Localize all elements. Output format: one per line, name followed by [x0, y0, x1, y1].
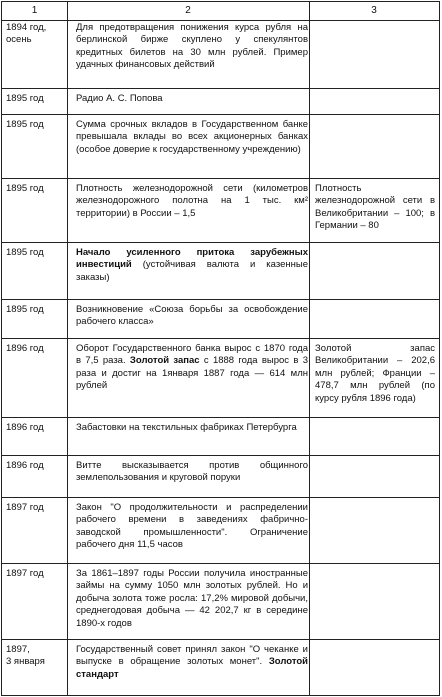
- row-divider: [2, 338, 439, 339]
- event-text: За 1861–1897 годы России получила иностранные займы на сумму 1050 млн золотых рублей. Но и добыча золота тоже росла: 17,2% мировой добычи, среднегодовая добыча — 42 202,7 кг в середине 1890-х годов: [76, 568, 308, 629]
- row-divider: [2, 497, 439, 498]
- date-cell: 1895 год: [6, 119, 44, 130]
- header-col-2: 2: [185, 5, 191, 16]
- event-cell: [76, 183, 308, 220]
- event-text: Забастовки на текстильных фабриках Петербурга: [76, 422, 297, 433]
- event-cell: [76, 568, 308, 630]
- event-cell: [76, 93, 308, 105]
- event-text: Плотность железнодорожной сети (километров железнодорожного полотна на 1 тыс. км² территории) в России – 1,5: [76, 183, 308, 219]
- event-text: Радио А. С. Попова: [76, 93, 163, 104]
- event-text: Закон "О продолжительности и распределении рабочего времени в заведениях фабрично-заводской промышленности". Ограничение рабочего дня 11,5 часов: [76, 502, 308, 551]
- event-cell: [76, 460, 308, 485]
- event-cell: [76, 343, 308, 393]
- date-cell: 1896 год: [6, 422, 44, 433]
- comparison-cell: Золотой запас Великобритании – 202,6 млн рублей; Франции – 478,7 млн рублей (по курсу рубля 1896 года): [315, 343, 435, 404]
- event-text: Витте высказывается против общинного землепользования и круговой поруки: [76, 460, 308, 484]
- date-cell: 1897, 3 января: [6, 644, 45, 667]
- header-col-1: 1: [31, 5, 38, 16]
- row-divider: [2, 299, 439, 300]
- date-cell: 1896 год: [6, 460, 44, 471]
- date-cell: 1895 год: [6, 93, 44, 104]
- event-cell: [76, 304, 308, 329]
- event-text: Возникновение «Союза борьбы за освобождение рабочего класса»: [76, 304, 308, 328]
- column-divider: [309, 2, 310, 695]
- date-cell: 1897 год: [6, 502, 44, 513]
- event-text: Государственный совет принял закон "О чеканке и выпуске в обращение золотых монет".: [76, 644, 308, 668]
- header-col-3: 3: [371, 5, 377, 16]
- event-cell: [76, 119, 308, 156]
- event-text: с 1888 года вырос в 3 раза и достиг на 1января 1887 года — 614 млн рублей: [76, 355, 308, 392]
- event-text-bold: Начало усиленного притока зарубежных инвестиций: [76, 247, 308, 271]
- event-cell: [76, 644, 308, 681]
- row-divider: [2, 417, 439, 418]
- event-cell: [76, 22, 308, 72]
- event-text: Сумма срочных вкладов в Государственном банке превышала вклады во всех акционерных банках (особое доверие к государственному учреждению): [76, 119, 308, 155]
- row-divider: [2, 114, 439, 115]
- row-divider: [2, 178, 439, 179]
- event-text: Для предотвращения понижения курса рубля на берлинской бирже скуплено у спекулянтов кредитных билетов на 30 млн рублей. Пример удачных финансовых действий: [76, 22, 308, 71]
- row-divider: [2, 639, 439, 640]
- row-divider: [2, 455, 439, 456]
- column-divider: [67, 2, 68, 695]
- event-text: (устойчивая валюта и казенные заказы): [76, 259, 308, 283]
- comparison-cell: Плотность железнодорожной сети в Великобритании – 100; в Германии – 80: [315, 183, 435, 232]
- date-cell: 1895 год: [6, 304, 44, 315]
- event-text-bold: Золотой запас: [129, 355, 200, 367]
- chronology-table: [1, 1, 440, 696]
- date-cell: 1895 год: [6, 183, 44, 194]
- date-cell: 1897 год: [6, 568, 44, 579]
- event-cell: [76, 422, 308, 434]
- row-divider: [2, 563, 439, 564]
- row-divider: [2, 88, 439, 89]
- event-text-bold: Золотой стандарт: [76, 656, 308, 680]
- event-text: Оборот Государственного банка вырос с 1870 года в 7,5 раза.: [76, 343, 308, 367]
- date-cell: 1896 год: [6, 343, 44, 354]
- event-cell: [76, 247, 308, 284]
- date-cell: 1895 год: [6, 247, 44, 258]
- row-divider: [2, 242, 439, 243]
- event-cell: [76, 502, 308, 552]
- header-divider: [2, 20, 439, 21]
- date-cell: 1894 год, осень: [6, 22, 47, 45]
